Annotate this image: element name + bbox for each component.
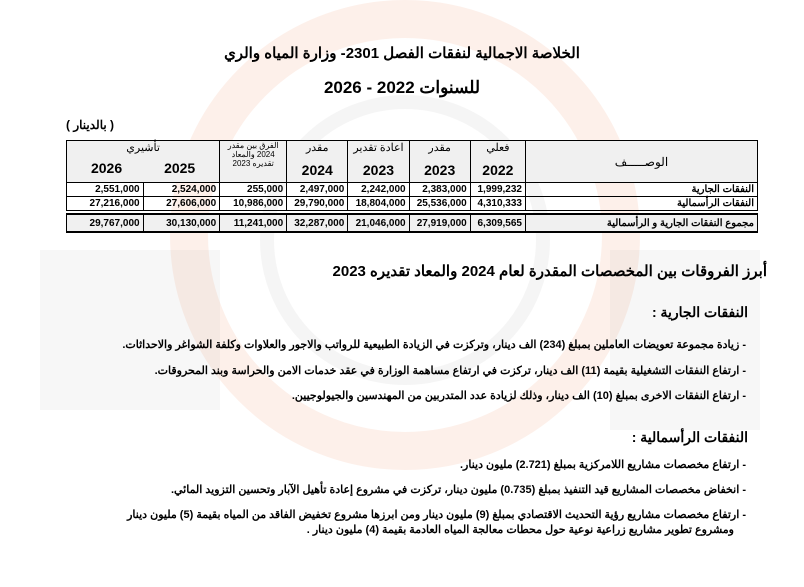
unit-label: ( بالدينار ) — [66, 118, 115, 132]
bullet-item-continuation: ومشروع تطوير مشاريع زراعية نوعية حول محطات معالجة المياه العادمة بقيمة (4) مليون دينار . — [306, 524, 734, 536]
cell: 2,497,000 — [287, 183, 348, 197]
cell: 2,383,000 — [409, 183, 470, 197]
col-header-indicative: تأشيري 2026 2025 — [67, 141, 220, 183]
bullet-item: - ارتفاع مخصصات مشاريع اللامركزية بمبلغ (2.721) مليون دينار. — [460, 459, 746, 471]
cell: 29,790,000 — [287, 197, 348, 211]
col-header-description: الوصـــــف — [526, 141, 758, 183]
row-label: النفقات الجارية — [526, 183, 758, 197]
col-header-2023-reest: اعادة تقدير 2023 — [348, 141, 409, 183]
watermark-letter — [40, 250, 220, 410]
col-header-difference: الفرق بين مقدر 2024 والمعاد تقديره 2023 — [220, 141, 287, 183]
table-row — [67, 197, 758, 211]
col-header-2022: فعلي 2022 — [470, 141, 525, 183]
table-row — [67, 183, 758, 197]
row-label: النفقات الرأسمالية — [526, 197, 758, 211]
page-title: الخلاصة الاجمالية لنفقات الفصل 2301- وزارة المياه والري — [224, 45, 580, 62]
bullet-item: - انخفاض مخصصات المشاريع قيد التنفيذ بمبلغ (0.735) مليون دينار، تركزت في مشروع إعادة تأهيل الآبار وتحسين التزويد المائي. — [170, 484, 746, 496]
cell: 2,242,000 — [348, 183, 409, 197]
cell: 30,130,000 — [143, 214, 220, 232]
cell: 10,986,000 — [220, 197, 287, 211]
bullet-item: - ارتفاع النفقات التشغيلية بقيمة (11) الف دينار، تركزت في ارتفاع مساهمة الوزارة في عقد خدمات الامن والحراسة وبند المحروقات. — [154, 365, 746, 377]
current-heading: النفقات الجارية : — [651, 304, 748, 320]
cell: 6,309,565 — [470, 214, 525, 232]
table-row-total — [67, 214, 758, 232]
cell: 21,046,000 — [348, 214, 409, 232]
differences-heading: أبرز الفروقات بين المخصصات المقدرة لعام 2024 والمعاد تقديره 2023 — [332, 263, 767, 280]
bullet-item: - زيادة مجموعة تعويضات العاملين بمبلغ (234) الف دينار، وتركزت في الزيادة الطبيعية للرواتب والاجور والعلاوات وكلفة الشواغر والاحداثات. — [122, 339, 746, 351]
cell: 32,287,000 — [287, 214, 348, 232]
capital-heading: النفقات الرأسمالية : — [631, 429, 748, 445]
cell: 1,999,232 — [470, 183, 525, 197]
cell: 255,000 — [220, 183, 287, 197]
cell: 29,767,000 — [67, 214, 144, 232]
cell: 4,310,333 — [470, 197, 525, 211]
cell: 27,606,000 — [143, 197, 220, 211]
page-subtitle: للسنوات 2022 - 2026 — [323, 78, 481, 97]
bullet-item: - ارتفاع النفقات الاخرى بمبلغ (10) الف دينار، وذلك لزيادة عدد المتدربين من المهندسين والجيولوجيين. — [291, 390, 746, 402]
cell: 11,241,000 — [220, 214, 287, 232]
cell: 18,804,000 — [348, 197, 409, 211]
col-header-2023: مقدر 2023 — [409, 141, 470, 183]
cell: 2,524,000 — [143, 183, 220, 197]
cell: 25,536,000 — [409, 197, 470, 211]
bullet-item: - ارتفاع مخصصات مشاريع رؤية التحديث الاقتصادي بمبلغ (9) مليون دينار ومن ابرزها مشروع تخفيض الفاقد من المياه بقيمة (5) مليون دينار — [127, 509, 746, 521]
summary-table — [66, 140, 758, 233]
cell: 2,551,000 — [67, 183, 144, 197]
row-label: مجموع النفقات الجارية و الرأسمالية — [526, 214, 758, 232]
cell: 27,919,000 — [409, 214, 470, 232]
cell: 27,216,000 — [67, 197, 144, 211]
col-header-2024: مقدر 2024 — [287, 141, 348, 183]
